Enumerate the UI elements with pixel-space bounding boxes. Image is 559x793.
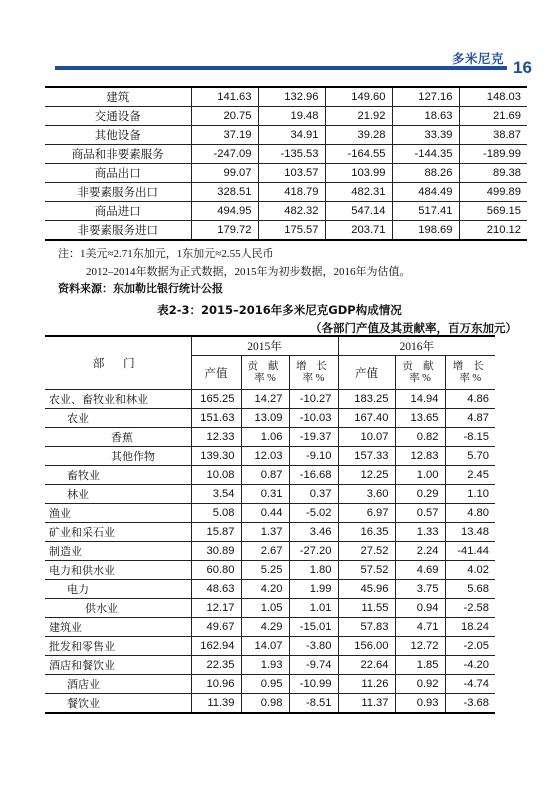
table-cell: 27.52	[338, 542, 395, 561]
table-cell: 60.80	[191, 561, 241, 580]
table-cell: 37.19	[191, 126, 258, 145]
contribution-header-2016: 贡献 率 %	[395, 356, 445, 390]
table-row	[45, 202, 527, 221]
table-cell: 22.35	[191, 656, 241, 675]
sector-column-header: 部 门	[45, 336, 191, 390]
table-cell: 156.00	[338, 637, 395, 656]
table-row	[45, 504, 495, 523]
table-cell: 2.24	[395, 542, 445, 561]
table-cell: 3.54	[191, 485, 241, 504]
table-cell: 162.94	[191, 637, 241, 656]
sector-label: 渔业	[45, 504, 191, 523]
table-cell: 1.93	[241, 656, 289, 675]
table-cell: 99.07	[191, 164, 258, 183]
growth-header-2015: 增长 率 %	[289, 356, 338, 390]
table-cell: 14.07	[241, 637, 289, 656]
sector-label: 其他作物	[45, 447, 191, 466]
table-cell: -16.68	[289, 466, 338, 485]
table-cell: 1.05	[241, 599, 289, 618]
sector-label: 电力	[45, 580, 191, 599]
sector-label: 农业、畜牧业和林业	[45, 390, 191, 409]
table-cell: 12.25	[338, 466, 395, 485]
table-cell: 1.00	[395, 466, 445, 485]
table-row	[45, 221, 527, 241]
table-cell: 6.97	[338, 504, 395, 523]
table-cell: 175.57	[258, 221, 325, 241]
table-cell: 103.99	[325, 164, 392, 183]
table-cell: 21.92	[325, 107, 392, 126]
table-cell: -2.05	[445, 637, 495, 656]
table-cell: 13.48	[445, 523, 495, 542]
table-row	[45, 447, 495, 466]
table-row	[45, 580, 495, 599]
gdp-expenditure-table	[45, 86, 527, 241]
table-cell: 0.87	[241, 466, 289, 485]
table-row	[45, 561, 495, 580]
table-cell: 0.94	[395, 599, 445, 618]
table-cell: 2.45	[445, 466, 495, 485]
table-cell: 139.30	[191, 447, 241, 466]
table-row	[45, 390, 495, 409]
table-notes	[58, 246, 518, 299]
row-label: 其他设备	[45, 126, 191, 145]
table-cell: 22.64	[338, 656, 395, 675]
table-cell: -247.09	[191, 145, 258, 164]
sector-label: 批发和零售业	[45, 637, 191, 656]
table-cell: 12.17	[191, 599, 241, 618]
table-cell: -3.80	[289, 637, 338, 656]
sector-label: 酒店业	[45, 675, 191, 694]
table-cell: -10.99	[289, 675, 338, 694]
table-cell: 57.83	[338, 618, 395, 637]
output-header-2016: 产值	[338, 356, 395, 390]
table-cell: 103.57	[258, 164, 325, 183]
table-cell: 1.37	[241, 523, 289, 542]
table-row	[45, 637, 495, 656]
table-cell: 10.96	[191, 675, 241, 694]
table-row	[45, 694, 495, 714]
table-cell: 1.99	[289, 580, 338, 599]
table-cell: 328.51	[191, 183, 258, 202]
row-label: 非要素服务出口	[45, 183, 191, 202]
table-cell: -3.68	[445, 694, 495, 714]
table-cell: -189.99	[459, 145, 527, 164]
table-cell: 4.02	[445, 561, 495, 580]
table-row	[45, 87, 527, 107]
table-cell: 1.80	[289, 561, 338, 580]
table-cell: 569.15	[459, 202, 527, 221]
table-cell: 12.83	[395, 447, 445, 466]
row-label: 交通设备	[45, 107, 191, 126]
table-cell: 88.26	[392, 164, 459, 183]
table-cell: 5.68	[445, 580, 495, 599]
sector-label: 香蕉	[45, 428, 191, 447]
table-cell: 3.60	[338, 485, 395, 504]
table-cell: 11.26	[338, 675, 395, 694]
table-cell: -19.37	[289, 428, 338, 447]
exchange-rate-note: 注：1美元≈2.71东加元，1东加元≈2.55人民币	[58, 248, 274, 260]
table-cell: -2.58	[445, 599, 495, 618]
table-cell: 34.91	[258, 126, 325, 145]
table-cell: 203.71	[325, 221, 392, 241]
table-cell: -27.20	[289, 542, 338, 561]
table-cell: 0.98	[241, 694, 289, 714]
source-note: 资料来源：东加勒比银行统计公报	[58, 283, 223, 295]
table-row	[45, 183, 527, 202]
table-cell: 4.20	[241, 580, 289, 599]
table-cell: -135.53	[258, 145, 325, 164]
table-cell: 0.44	[241, 504, 289, 523]
sector-label: 酒店和餐饮业	[45, 656, 191, 675]
table-cell: 33.39	[392, 126, 459, 145]
table-cell: -10.03	[289, 409, 338, 428]
table-row	[45, 126, 527, 145]
table-cell: 30.89	[191, 542, 241, 561]
sector-label: 矿业和采石业	[45, 523, 191, 542]
table-cell: 149.60	[325, 87, 392, 107]
output-header-2015: 产值	[191, 356, 241, 390]
table-cell: 1.85	[395, 656, 445, 675]
table-cell: -164.55	[325, 145, 392, 164]
running-header-title: 多米尼克	[452, 51, 505, 66]
table-cell: 210.12	[459, 221, 527, 241]
table-cell: 4.69	[395, 561, 445, 580]
table-cell: 18.63	[392, 107, 459, 126]
table-cell: 12.72	[395, 637, 445, 656]
table-cell: 167.40	[338, 409, 395, 428]
sector-label: 餐饮业	[45, 694, 191, 714]
table-cell: -15.01	[289, 618, 338, 637]
row-label: 商品和非要素服务	[45, 145, 191, 164]
table-cell: 141.63	[191, 87, 258, 107]
table-cell: 0.92	[395, 675, 445, 694]
table-cell: 4.29	[241, 618, 289, 637]
table-cell: 2.67	[241, 542, 289, 561]
table-cell: 484.49	[392, 183, 459, 202]
contribution-header-2015: 贡献 率 %	[241, 356, 289, 390]
growth-header-2016: 增长 率 %	[445, 356, 495, 390]
table-cell: 38.87	[459, 126, 527, 145]
table-cell: 127.16	[392, 87, 459, 107]
table-cell: 183.25	[338, 390, 395, 409]
table-cell: 0.37	[289, 485, 338, 504]
table-cell: 11.37	[338, 694, 395, 714]
table-cell: 45.96	[338, 580, 395, 599]
table-cell: 482.32	[258, 202, 325, 221]
table-cell: 0.82	[395, 428, 445, 447]
table-cell: 418.79	[258, 183, 325, 202]
table-cell: 3.46	[289, 523, 338, 542]
table-cell: 157.33	[338, 447, 395, 466]
table-cell: -10.27	[289, 390, 338, 409]
table-cell: 15.87	[191, 523, 241, 542]
table-cell: 0.95	[241, 675, 289, 694]
table-cell: 5.25	[241, 561, 289, 580]
table-cell: 499.89	[459, 183, 527, 202]
row-label: 非要素服务进口	[45, 221, 191, 241]
table-cell: 21.69	[459, 107, 527, 126]
table-cell: -4.20	[445, 656, 495, 675]
table-cell: 4.87	[445, 409, 495, 428]
table-cell: 20.75	[191, 107, 258, 126]
table-cell: 13.65	[395, 409, 445, 428]
table-cell: 4.71	[395, 618, 445, 637]
table-cell: 1.33	[395, 523, 445, 542]
table-cell: 48.63	[191, 580, 241, 599]
table-cell: 12.33	[191, 428, 241, 447]
table-cell: 0.29	[395, 485, 445, 504]
table-header-row-years	[45, 336, 495, 356]
table-row	[45, 485, 495, 504]
table-cell: 13.09	[241, 409, 289, 428]
table-cell: 57.52	[338, 561, 395, 580]
table-cell: 49.67	[191, 618, 241, 637]
page-number: 16	[513, 58, 532, 77]
table-row	[45, 618, 495, 637]
table-cell: 39.28	[325, 126, 392, 145]
table-cell: 14.27	[241, 390, 289, 409]
header-rule	[55, 66, 507, 70]
table-cell: 132.96	[258, 87, 325, 107]
table-cell: 517.41	[392, 202, 459, 221]
table-cell: 198.69	[392, 221, 459, 241]
year-2016-header: 2016年	[338, 336, 495, 356]
table-cell: -9.74	[289, 656, 338, 675]
table-cell: 14.94	[395, 390, 445, 409]
table-cell: 165.25	[191, 390, 241, 409]
sector-label: 林业	[45, 485, 191, 504]
table-cell: -9.10	[289, 447, 338, 466]
table-cell: 19.48	[258, 107, 325, 126]
row-label: 商品进口	[45, 202, 191, 221]
table-cell: 148.03	[459, 87, 527, 107]
table-cell: 151.63	[191, 409, 241, 428]
table-cell: 10.08	[191, 466, 241, 485]
table-row	[45, 145, 527, 164]
table-row	[45, 523, 495, 542]
table-unit-note: （各部门产值及其贡献率，百万东加元）	[310, 321, 517, 335]
table-cell: -144.35	[392, 145, 459, 164]
table-row	[45, 428, 495, 447]
table-cell: 1.10	[445, 485, 495, 504]
table-cell: 18.24	[445, 618, 495, 637]
sector-label: 农业	[45, 409, 191, 428]
data-status-note: 2012–2014年数据为正式数据，2015年为初步数据，2016年为估值。	[86, 265, 411, 278]
table-title: 表2-3：2015–2016年多米尼克GDP构成情况	[157, 303, 402, 317]
row-label: 商品出口	[45, 164, 191, 183]
table-cell: -8.51	[289, 694, 338, 714]
table-cell: 0.93	[395, 694, 445, 714]
table-cell: -41.44	[445, 542, 495, 561]
table-row	[45, 164, 527, 183]
table-cell: 494.95	[191, 202, 258, 221]
table-cell: 4.80	[445, 504, 495, 523]
gdp-sector-table	[45, 335, 495, 714]
table-cell: 179.72	[191, 221, 258, 241]
year-2015-header: 2015年	[191, 336, 338, 356]
table-cell: 482.31	[325, 183, 392, 202]
table-row	[45, 107, 527, 126]
table-row	[45, 675, 495, 694]
table-row	[45, 599, 495, 618]
table-cell: 89.38	[459, 164, 527, 183]
table-cell: 11.39	[191, 694, 241, 714]
table-cell: 4.86	[445, 390, 495, 409]
table-cell: 5.08	[191, 504, 241, 523]
sector-label: 供水业	[45, 599, 191, 618]
table-cell: 547.14	[325, 202, 392, 221]
table-row	[45, 466, 495, 485]
table-cell: 3.75	[395, 580, 445, 599]
table-cell: 10.07	[338, 428, 395, 447]
sector-label: 制造业	[45, 542, 191, 561]
table-cell: -4.74	[445, 675, 495, 694]
table-cell: 1.01	[289, 599, 338, 618]
sector-label: 建筑业	[45, 618, 191, 637]
table-cell: 1.06	[241, 428, 289, 447]
table-cell: 5.70	[445, 447, 495, 466]
table-cell: -8.15	[445, 428, 495, 447]
table-cell: 0.57	[395, 504, 445, 523]
table-row	[45, 409, 495, 428]
sector-label: 畜牧业	[45, 466, 191, 485]
sector-label: 电力和供水业	[45, 561, 191, 580]
table-row	[45, 656, 495, 675]
table-cell: 11.55	[338, 599, 395, 618]
table-cell: 12.03	[241, 447, 289, 466]
table-cell: 16.35	[338, 523, 395, 542]
table-cell: -5.02	[289, 504, 338, 523]
table-row	[45, 542, 495, 561]
row-label: 建筑	[45, 87, 191, 107]
table-cell: 0.31	[241, 485, 289, 504]
